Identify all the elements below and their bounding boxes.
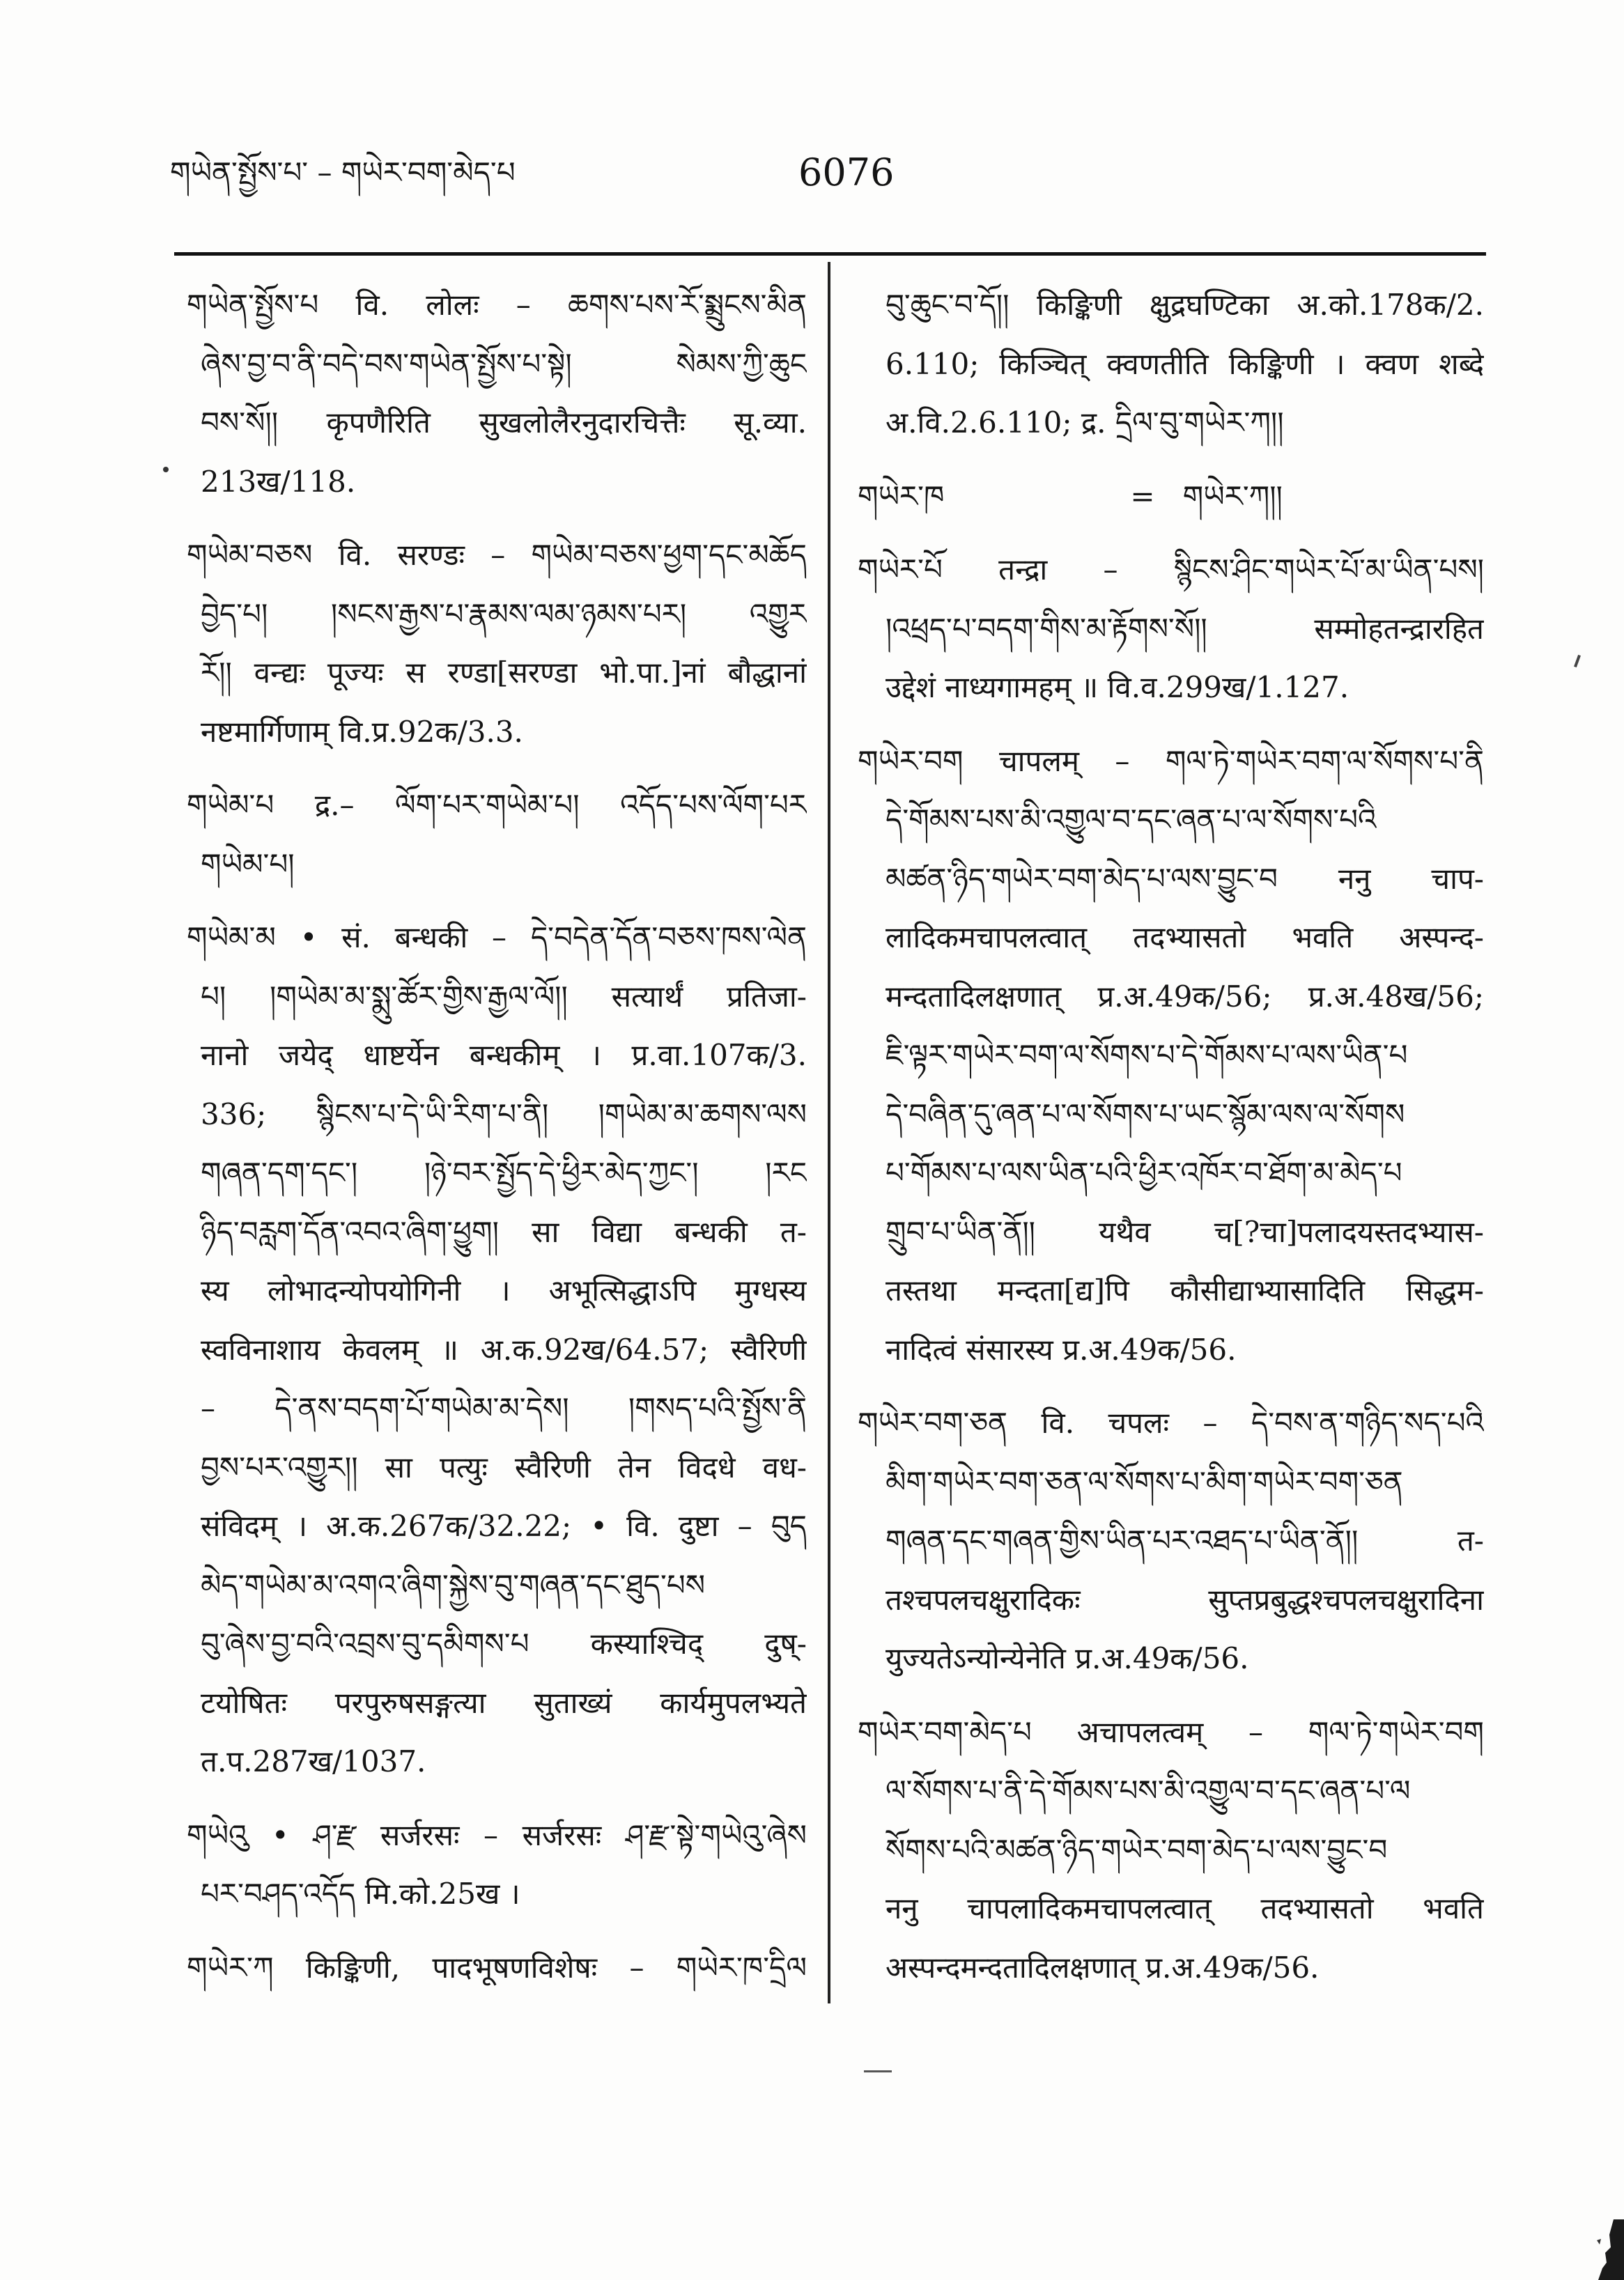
entry-line: པ་གོམས་པ་ལས་ཡིན་པའི་ཕྱིར་འཁོར་བ་ཐོག་མ་མེད་པ: [886, 1156, 1402, 1190]
entry-line: དེ་གོམས་པས་མི་འགྱུལ་བ་དང་ཞན་པ་ལ་སོགས་པའི: [886, 802, 1377, 837]
entry-line: པར་བཤད་འདོད मि.को.25ख ।: [201, 1877, 520, 1911]
dictionary-entry: [187, 276, 807, 511]
entry-line: तस्तथा मन्दता[द्य]पि कौसीद्याभ्यासादिति सिद्धम-: [886, 1273, 1484, 1308]
entry-line: अ.वि.2.6.110; द्र. དྲིལ་བུ་གཡེར་ཀ།།: [886, 405, 1284, 440]
dictionary-entry: [858, 276, 1484, 453]
dictionary-entry: [858, 732, 1484, 1380]
running-head: གཡེན་སྤྱོས་པ་ – གཡེར་བག་མེད་པ: [170, 155, 516, 189]
entry-headword-line: གཡེམ་པ द्र.– ལོག་པར་གཡེམ་པ། འདོད་པས་ལོག་པར: [187, 788, 807, 822]
entry-line: གཞན་དང་གཞན་གྱིས་ཡིན་པར་འཐད་པ་ཡིན་ནོ།། त-: [886, 1523, 1484, 1558]
dictionary-entry: [858, 1394, 1484, 1689]
entry-line: མཚན་ཉིད་གཡེར་བག་མེད་པ་ལས་བྱུང་བ ननु चाप-: [886, 861, 1484, 896]
entry-line: བུ་ཆུང་བ་དོ།། किङ्किणी क्षुद्रघण्टिका अ.को.178क/2.: [886, 288, 1484, 322]
entry-line: – དེ་ནས་བདག་པོ་གཡེམ་མ་དེས། །གསད་པའི་སྤྱོས་ནི: [201, 1391, 807, 1425]
dictionary-entry: [858, 467, 1484, 527]
dictionary-entry: [187, 526, 807, 761]
entry-line: རོ།། वन्द्यः पूज्यः स रण्डा[सरण्डा भो.पा.]नां बौद्धानां: [201, 656, 807, 690]
entry-headword-line: གཡེར་བག་མེད་པ अचापलत्वम् – གལ་ཏེ་གཡེར་བག: [858, 1714, 1484, 1749]
entry-line: 213ख/118.: [201, 464, 356, 499]
entry-line: ཉིད་བརླག་དོན་འབའ་ཞིག་ཕྱུག། सा विद्या बन्धकी त-: [201, 1214, 807, 1249]
entry-line: སོགས་པའི་མཚན་ཉིད་གཡེར་བག་མེད་པ་ལས་བྱུང་བ: [886, 1832, 1388, 1867]
entry-line: མེད་གཡེམ་མ་འགའ་ཞིག་སྐྱེས་བུ་གཞན་དང་ཐུད་པས: [201, 1567, 706, 1602]
scan-mark: [864, 2070, 892, 2072]
entry-headword-line: གཡེན་སྤྱོས་པ वि. लोलः – ཆགས་པས་རོ་སྨྲུངས་མིན: [187, 288, 807, 322]
entry-line: ལ་སོགས་པ་ནི་དེ་གོམས་པས་མི་འགྱུལ་བ་དང་ཞན་པ་ལ: [886, 1774, 1411, 1808]
dictionary-entry: [187, 776, 807, 894]
entry-line: གྲུབ་པ་ཡིན་ནོ།། यथैव च[?चा]पलादयस्तदभ्यास-: [886, 1214, 1484, 1249]
entry-headword-line: གཡེམ་བཅས वि. सरण्डः – གཡེམ་བཅས་ཕྱག་དང་མཆོད: [187, 538, 807, 572]
entry-headword-line: གཡེར་ཀ किङ्किणी, पादभूषणविशेषः – གཡེར་ཁ་དྲིལ: [187, 1950, 807, 1985]
entry-line: བུ་ཞེས་བྱ་བའི་འབྲས་བུ་དམིགས་པ कस्याश्चिद् दुष्-: [201, 1627, 807, 1661]
entry-line: 336; སྙིངས་པ་དེ་ཡི་རིག་པ་ནི། །གཡེམ་མ་ཆགས་ལས: [201, 1096, 807, 1131]
scan-mark: [163, 467, 169, 472]
entry-line: नष्टमार्गिणाम् वि.प्र.92क/3.3.: [201, 714, 523, 749]
entry-line: །འཕྲད་པ་བདག་གིས་མ་རྟོགས་སོ།། सम्मोहतन्द्रारहित: [886, 611, 1484, 646]
entry-line: གཞན་དག་དང་། །ཉེ་བར་སྤྱོད་དེ་ཕྱིར་མེད་ཀྱང་། །རང: [201, 1156, 807, 1190]
scan-mark: [1574, 655, 1581, 667]
entry-line: नादित्वं संसारस्य प्र.अ.49क/56.: [886, 1332, 1237, 1367]
entry-line: टयोषितः परपुरुषसङ्गत्या सुताख्यं कार्यमुपलभ्यते: [201, 1685, 807, 1720]
entry-line: संविदम् । अ.क.267क/32.22; • वि. दुष्टा – བུད: [201, 1509, 807, 1543]
entry-line: བས་སོ།། कृपणैरिति सुखलोलैरनुदारचित्तैः सू.व्या.: [201, 405, 807, 440]
entry-line: मन्दतादिलक्षणात् प्र.अ.49क/56; प्र.अ.48ख/56;: [886, 979, 1484, 1014]
entry-line: लादिकमचापलत्वात् तदभ्यासतो भवति अस्पन्द-: [886, 920, 1484, 954]
dictionary-entry: [187, 1939, 807, 1998]
entry-line: པ། །གཡེམ་མ་སྨུ་ཚོར་གྱིས་རྒྱལ་ལོ།། सत्यार्थं प्रतिजा-: [201, 979, 807, 1014]
entry-line: स्वविनाशाय केवलम् ॥ अ.क.92ख/64.57; स्वैरिणी: [201, 1332, 807, 1367]
entry-line: त.प.287ख/1037.: [201, 1744, 426, 1778]
entry-headword-line: གཡེར་བག चापलम् – གལ་ཏེ་གཡེར་བག་ལ་སོགས་པ་ནི: [858, 743, 1484, 778]
entry-headword-line: གཡེའུ • ཤ་རྫ सर्जरसः – सर्जरसः ཤ་རྫ་སྟེ་གཡེའུ་ཞེས: [187, 1817, 807, 1852]
entry-headword-line: གཡེམ་མ • सं. बन्धकी – དེ་བདེན་དོན་བཅས་ཁས་ལེན: [187, 920, 807, 954]
scan-corner-mark: [1593, 2219, 1624, 2280]
dictionary-entry: [187, 908, 807, 1792]
column-divider: [828, 262, 830, 2003]
entry-line: མིག་གཡེར་བག་ཅན་ལ་སོགས་པ་མིག་གཡེར་བག་ཅན: [886, 1464, 1403, 1499]
entry-line: नानो जयेद् धाष्टर्येन बन्धकीम् । प्र.वा.107क/3.: [201, 1038, 807, 1072]
entry-line: युज्यतेऽन्योन्येनेति प्र.अ.49क/56.: [886, 1641, 1249, 1675]
entry-headword-line: གཡེར་པོ तन्द्रा – སྙིངས་ཤིང་གཡེར་པོ་མ་ཡིན་པས།: [858, 552, 1484, 587]
entry-line: उद्देशं नाध्यगामहम् ॥ वि.व.299ख/1.127.: [886, 670, 1350, 704]
entry-line: ननु चापलादिकमचापलत्वात् तदभ्यासतो भवति: [886, 1891, 1484, 1925]
left-column: [187, 276, 807, 2012]
entry-headword-line: གཡེར་བག་ཅན वि. चपलः – དེ་བས་ན་གཉིད་སད་པའི: [858, 1406, 1484, 1440]
right-column: [858, 276, 1484, 2012]
page-number: 6076: [798, 150, 895, 194]
entry-line: གཡེམ་པ།: [201, 846, 295, 881]
entry-line: བྱེད་པ། །སངས་རྒྱས་པ་རྣམས་ལམ་ཉམས་པར། འགྱུར: [201, 596, 807, 631]
dictionary-entry: [858, 1703, 1484, 1998]
entry-line: ཞེས་བྱ་བ་ནི་བདེ་བས་གཡེན་སྤྱོས་པ་སྟེ། སེམས་ཀྱི་ཆུང: [201, 346, 807, 381]
entry-line: བྱས་པར་འགྱུར།། सा पत्युः स्वैरिणी तेन विदधे वध-: [201, 1450, 807, 1484]
dictionary-entry: [858, 541, 1484, 718]
entry-line: तश्चपलचक्षुरादिकः सुप्तप्रबुद्धश्चपलचक्षुरादिना: [886, 1582, 1484, 1617]
entry-headword-line: གཡེར་ཁ = གཡེར་ཀ།།: [858, 479, 1283, 513]
entry-line: अस्पन्दमन्दतादिलक्षणात् प्र.अ.49क/56.: [886, 1950, 1320, 1985]
entry-line: ཇི་ལྟར་གཡེར་བག་ལ་སོགས་པ་དེ་གོམས་པ་ལས་ཡིན་པ: [886, 1038, 1408, 1072]
header-rule: [174, 252, 1486, 256]
entry-line: དེ་བཞིན་དུ་ཞན་པ་ལ་སོགས་པ་ཡང་སྙོམ་ལས་ལ་སོགས: [886, 1096, 1405, 1131]
entry-line: 6.110; किञ्चित् क्वणतीति किङ्किणी । क्वण शब्दे: [886, 346, 1484, 381]
entry-line: स्य लोभादन्योपयोगिनी । अभूत्सिद्धाऽपि मुग्धस्य: [201, 1273, 807, 1308]
dictionary-entry: [187, 1806, 807, 1924]
